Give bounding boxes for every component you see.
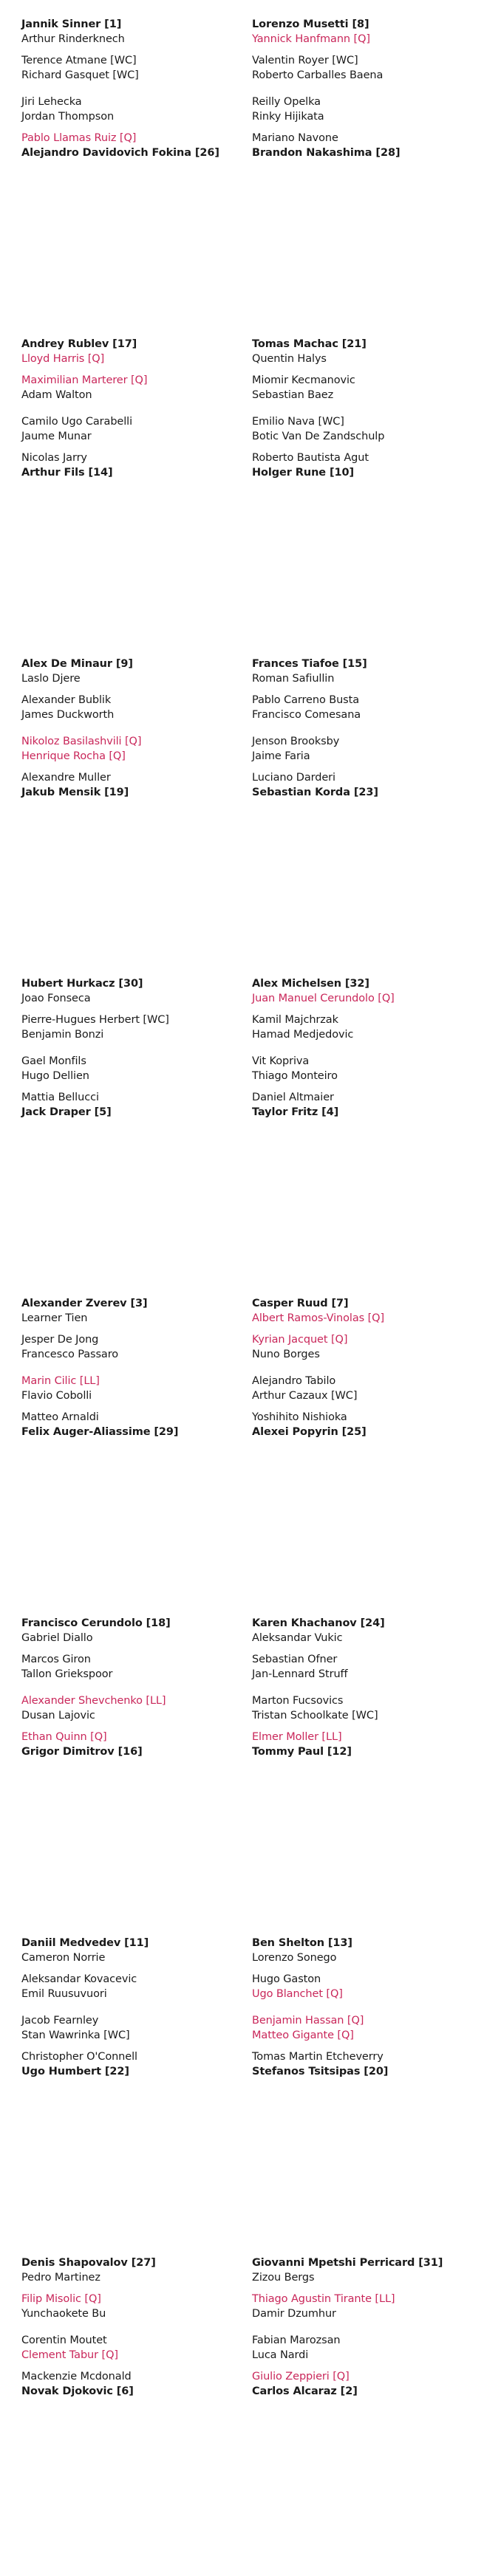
- player-name: Daniil Medvedev [11]: [21, 1937, 149, 1949]
- player-name: Henrique Rocha [Q]: [21, 750, 126, 762]
- match: [252, 2014, 364, 2043]
- player-name: Jiri Lehecka: [21, 96, 82, 108]
- match: [21, 2334, 118, 2363]
- match: [252, 338, 367, 366]
- player-name: Nicolas Jarry: [21, 452, 87, 464]
- match: [252, 131, 400, 160]
- player-name: Juan Manuel Cerundolo [Q]: [252, 992, 395, 1004]
- match: [252, 451, 369, 480]
- player-name: Francisco Cerundolo [18]: [21, 1617, 171, 1629]
- match: [21, 2256, 156, 2285]
- match: [252, 1055, 338, 1083]
- player-name: Gabriel Diallo: [21, 1631, 93, 1644]
- player-name: Tristan Schoolkate [WC]: [252, 1709, 378, 1722]
- player-name: Pablo Llamas Ruiz [Q]: [21, 132, 137, 144]
- player-name: Giovanni Mpetshi Perricard [31]: [252, 2257, 443, 2269]
- match: [252, 1374, 357, 1403]
- match: [21, 1694, 166, 1723]
- match: [252, 1653, 348, 1682]
- player-name: Aleksandar Vukic: [252, 1631, 343, 1644]
- match: [252, 1297, 384, 1326]
- match: [252, 977, 395, 1006]
- match: [252, 1973, 343, 2001]
- player-name: Marton Fucsovics: [252, 1695, 344, 1707]
- player-name: Denis Shapovalov [27]: [21, 2257, 156, 2269]
- match: [21, 2014, 130, 2043]
- player-name: Taylor Fritz [4]: [252, 1106, 339, 1118]
- player-name: Richard Gasquet [WC]: [21, 69, 139, 81]
- player-name: Alex Michelsen [32]: [252, 978, 369, 990]
- match: [252, 735, 339, 764]
- player-name: Casper Ruud [7]: [252, 1298, 349, 1309]
- player-name: Brandon Nakashima [28]: [252, 146, 401, 159]
- player-name: Alexander Bublik: [21, 694, 112, 706]
- player-name: Jaume Munar: [21, 430, 92, 442]
- player-name: Rinky Hijikata: [252, 110, 324, 123]
- match: [252, 1091, 338, 1120]
- player-name: Valentin Royer [WC]: [252, 55, 358, 66]
- player-name: Arthur Fils [14]: [21, 466, 113, 479]
- player-name: Francisco Comesana: [252, 708, 361, 721]
- player-name: Elmer Moller [LL]: [252, 1731, 342, 1743]
- match: [21, 1091, 112, 1120]
- match: [21, 1013, 169, 1042]
- player-name: Maximilian Marterer [Q]: [21, 374, 148, 386]
- player-name: Yunchaokete Bu: [21, 2307, 106, 2320]
- match: [252, 2256, 443, 2285]
- player-name: Ugo Humbert [22]: [21, 2065, 129, 2077]
- player-name: Frances Tiafoe [15]: [252, 658, 367, 670]
- match: [252, 1333, 347, 1362]
- match: [21, 1411, 178, 1439]
- player-name: Jaime Faria: [252, 750, 310, 762]
- player-name: Hamad Medjedovic: [252, 1028, 354, 1041]
- match: [21, 771, 129, 800]
- player-name: Stefanos Tsitsipas [20]: [252, 2065, 389, 2077]
- player-name: James Duckworth: [21, 708, 115, 721]
- player-name: Christopher O'Connell: [21, 2051, 137, 2063]
- player-name: Jakub Mensik [19]: [21, 786, 129, 798]
- player-name: Kyrian Jacquet [Q]: [252, 1334, 348, 1346]
- match: [21, 415, 132, 444]
- player-name: Lloyd Harris [Q]: [21, 352, 105, 365]
- player-name: Giulio Zeppieri [Q]: [252, 2371, 350, 2383]
- player-name: Karen Khachanov [24]: [252, 1617, 385, 1629]
- match: [21, 1730, 143, 1759]
- player-name: Benjamin Hassan [Q]: [252, 2015, 364, 2027]
- player-name: Alejandro Tabilo: [252, 1375, 336, 1387]
- player-name: Alexander Shevchenko [LL]: [21, 1695, 166, 1707]
- match: [252, 1730, 352, 1759]
- player-name: Flavio Cobolli: [21, 1389, 92, 1402]
- player-name: Kamil Majchrzak: [252, 1014, 338, 1026]
- player-name: Filip Misolic [Q]: [21, 2293, 101, 2305]
- player-name: Emilio Nava [WC]: [252, 416, 344, 428]
- player-name: Cameron Norrie: [21, 1951, 106, 1964]
- player-name: Roberto Carballes Baena: [252, 69, 384, 81]
- player-name: Novak Djokovic [6]: [21, 2385, 134, 2397]
- player-name: Ethan Quinn [Q]: [21, 1731, 107, 1743]
- player-name: Hugo Dellien: [21, 1069, 89, 1082]
- player-name: Ugo Blanchet [Q]: [252, 1987, 343, 2000]
- player-name: Marin Cilic [LL]: [21, 1375, 100, 1387]
- match: [252, 1694, 378, 1723]
- player-name: Matteo Gigante [Q]: [252, 2029, 354, 2041]
- player-name: Mariano Navone: [252, 132, 338, 144]
- player-name: Grigor Dimitrov [16]: [21, 1745, 143, 1758]
- player-name: Lorenzo Musetti [8]: [252, 18, 369, 30]
- match: [21, 2292, 106, 2321]
- player-name: Ben Shelton [13]: [252, 1937, 352, 1949]
- player-name: Learner Tien: [21, 1312, 88, 1324]
- match: [21, 2050, 137, 2079]
- player-name: Roman Safiullin: [252, 672, 335, 685]
- match: [21, 1617, 171, 1645]
- player-name: Tallon Griekspoor: [21, 1668, 113, 1680]
- player-name: Pierre-Hugues Herbert [WC]: [21, 1014, 169, 1026]
- match: [21, 2370, 134, 2399]
- player-name: Miomir Kecmanovic: [252, 374, 355, 386]
- player-name: Nuno Borges: [252, 1348, 320, 1360]
- match: [21, 131, 219, 160]
- player-name: Felix Auger-Aliassime [29]: [21, 1425, 179, 1438]
- player-name: Stan Wawrinka [WC]: [21, 2029, 130, 2041]
- player-name: Arthur Cazaux [WC]: [252, 1389, 358, 1402]
- player-name: Carlos Alcaraz [2]: [252, 2385, 358, 2397]
- player-name: Andrey Rublev [17]: [21, 338, 137, 350]
- match: [21, 693, 114, 722]
- match: [252, 1013, 353, 1042]
- match: [252, 415, 384, 444]
- player-name: Jan-Lennard Struff: [252, 1668, 348, 1680]
- player-name: Joao Fonseca: [21, 992, 91, 1004]
- match: [21, 1333, 118, 1362]
- match: [252, 2334, 340, 2363]
- player-name: Gael Monfils: [21, 1055, 86, 1067]
- match: [252, 771, 378, 800]
- match: [252, 2050, 388, 2079]
- player-name: Luca Nardi: [252, 2349, 309, 2361]
- player-name: Sebastian Korda [23]: [252, 786, 378, 798]
- match: [21, 735, 141, 764]
- player-name: Yoshihito Nishioka: [252, 1411, 347, 1423]
- player-name: Daniel Altmaier: [252, 1092, 334, 1103]
- player-name: Zizou Bergs: [252, 2271, 315, 2284]
- player-name: Alexandre Muller: [21, 772, 111, 784]
- player-name: Nikoloz Basilashvili [Q]: [21, 736, 142, 747]
- player-name: Damir Dzumhur: [252, 2307, 336, 2320]
- match: [252, 54, 383, 83]
- player-name: Thiago Monteiro: [252, 1069, 338, 1082]
- player-name: Marcos Giron: [21, 1654, 91, 1665]
- player-name: Pedro Martinez: [21, 2271, 100, 2284]
- match: [252, 1411, 367, 1439]
- player-name: Camilo Ugo Carabelli: [21, 416, 133, 428]
- player-name: Jenson Brooksby: [252, 736, 340, 747]
- player-name: Luciano Darderi: [252, 772, 335, 784]
- player-name: Benjamin Bonzi: [21, 1028, 104, 1041]
- match: [21, 1297, 148, 1326]
- player-name: Jordan Thompson: [21, 110, 115, 123]
- player-name: Reilly Opelka: [252, 96, 321, 108]
- match: [21, 1973, 137, 2001]
- match: [252, 693, 361, 722]
- player-name: Tomas Machac [21]: [252, 338, 367, 350]
- player-name: Mattia Bellucci: [21, 1092, 99, 1103]
- player-name: Pablo Carreno Busta: [252, 694, 360, 706]
- match: [21, 1653, 112, 1682]
- player-name: Hubert Hurkacz [30]: [21, 978, 143, 990]
- player-name: Aleksandar Kovacevic: [21, 1973, 137, 1985]
- match: [252, 2370, 358, 2399]
- player-name: Dusan Lajovic: [21, 1709, 95, 1722]
- player-name: Quentin Halys: [252, 352, 327, 365]
- match: [252, 2292, 395, 2321]
- player-name: Jacob Fearnley: [21, 2015, 99, 2027]
- player-name: Hugo Gaston: [252, 1973, 321, 1985]
- player-name: Alexander Zverev [3]: [21, 1298, 148, 1309]
- player-name: Thiago Agustin Tirante [LL]: [252, 2293, 395, 2305]
- player-name: Sebastian Baez: [252, 388, 334, 401]
- match: [252, 657, 367, 686]
- player-name: Alex De Minaur [9]: [21, 658, 133, 670]
- match: [21, 657, 133, 686]
- player-name: Roberto Bautista Agut: [252, 452, 369, 464]
- match: [252, 1617, 385, 1645]
- player-name: Jack Draper [5]: [21, 1106, 112, 1118]
- match: [21, 18, 125, 47]
- match: [252, 374, 355, 402]
- player-name: Lorenzo Sonego: [252, 1951, 337, 1964]
- match: [21, 1055, 89, 1083]
- player-name: Matteo Arnaldi: [21, 1411, 99, 1423]
- player-name: Mackenzie Mcdonald: [21, 2371, 132, 2383]
- player-name: Fabian Marozsan: [252, 2334, 341, 2346]
- player-name: Alexei Popyrin [25]: [252, 1425, 367, 1438]
- player-name: Sebastian Ofner: [252, 1654, 338, 1665]
- match: [21, 451, 113, 480]
- player-name: Alejandro Davidovich Fokina [26]: [21, 146, 219, 159]
- match: [252, 18, 370, 47]
- match: [252, 95, 324, 124]
- player-name: Corentin Moutet: [21, 2334, 107, 2346]
- match: [21, 95, 114, 124]
- match: [21, 54, 139, 83]
- match: [21, 338, 137, 366]
- match: [252, 1936, 352, 1965]
- player-name: Yannick Hanfmann [Q]: [252, 32, 370, 45]
- player-name: Laslo Djere: [21, 672, 81, 685]
- match: [21, 977, 143, 1006]
- player-name: Holger Rune [10]: [252, 466, 355, 479]
- match: [21, 1374, 100, 1403]
- player-name: Jannik Sinner [1]: [21, 18, 122, 30]
- player-name: Terence Atmane [WC]: [21, 55, 137, 66]
- player-name: Arthur Rinderknech: [21, 32, 125, 45]
- player-name: Vit Kopriva: [252, 1055, 310, 1067]
- player-name: Tomas Martin Etcheverry: [252, 2051, 384, 2063]
- player-name: Jesper De Jong: [21, 1334, 99, 1346]
- player-name: Botic Van De Zandschulp: [252, 430, 385, 442]
- player-name: Adam Walton: [21, 388, 92, 401]
- match: [21, 1936, 149, 1965]
- player-name: Emil Ruusuvuori: [21, 1987, 107, 2000]
- player-name: Francesco Passaro: [21, 1348, 119, 1360]
- player-name: Albert Ramos-Vinolas [Q]: [252, 1312, 384, 1324]
- match: [21, 374, 147, 402]
- player-name: Clement Tabur [Q]: [21, 2349, 118, 2361]
- player-name: Tommy Paul [12]: [252, 1745, 352, 1758]
